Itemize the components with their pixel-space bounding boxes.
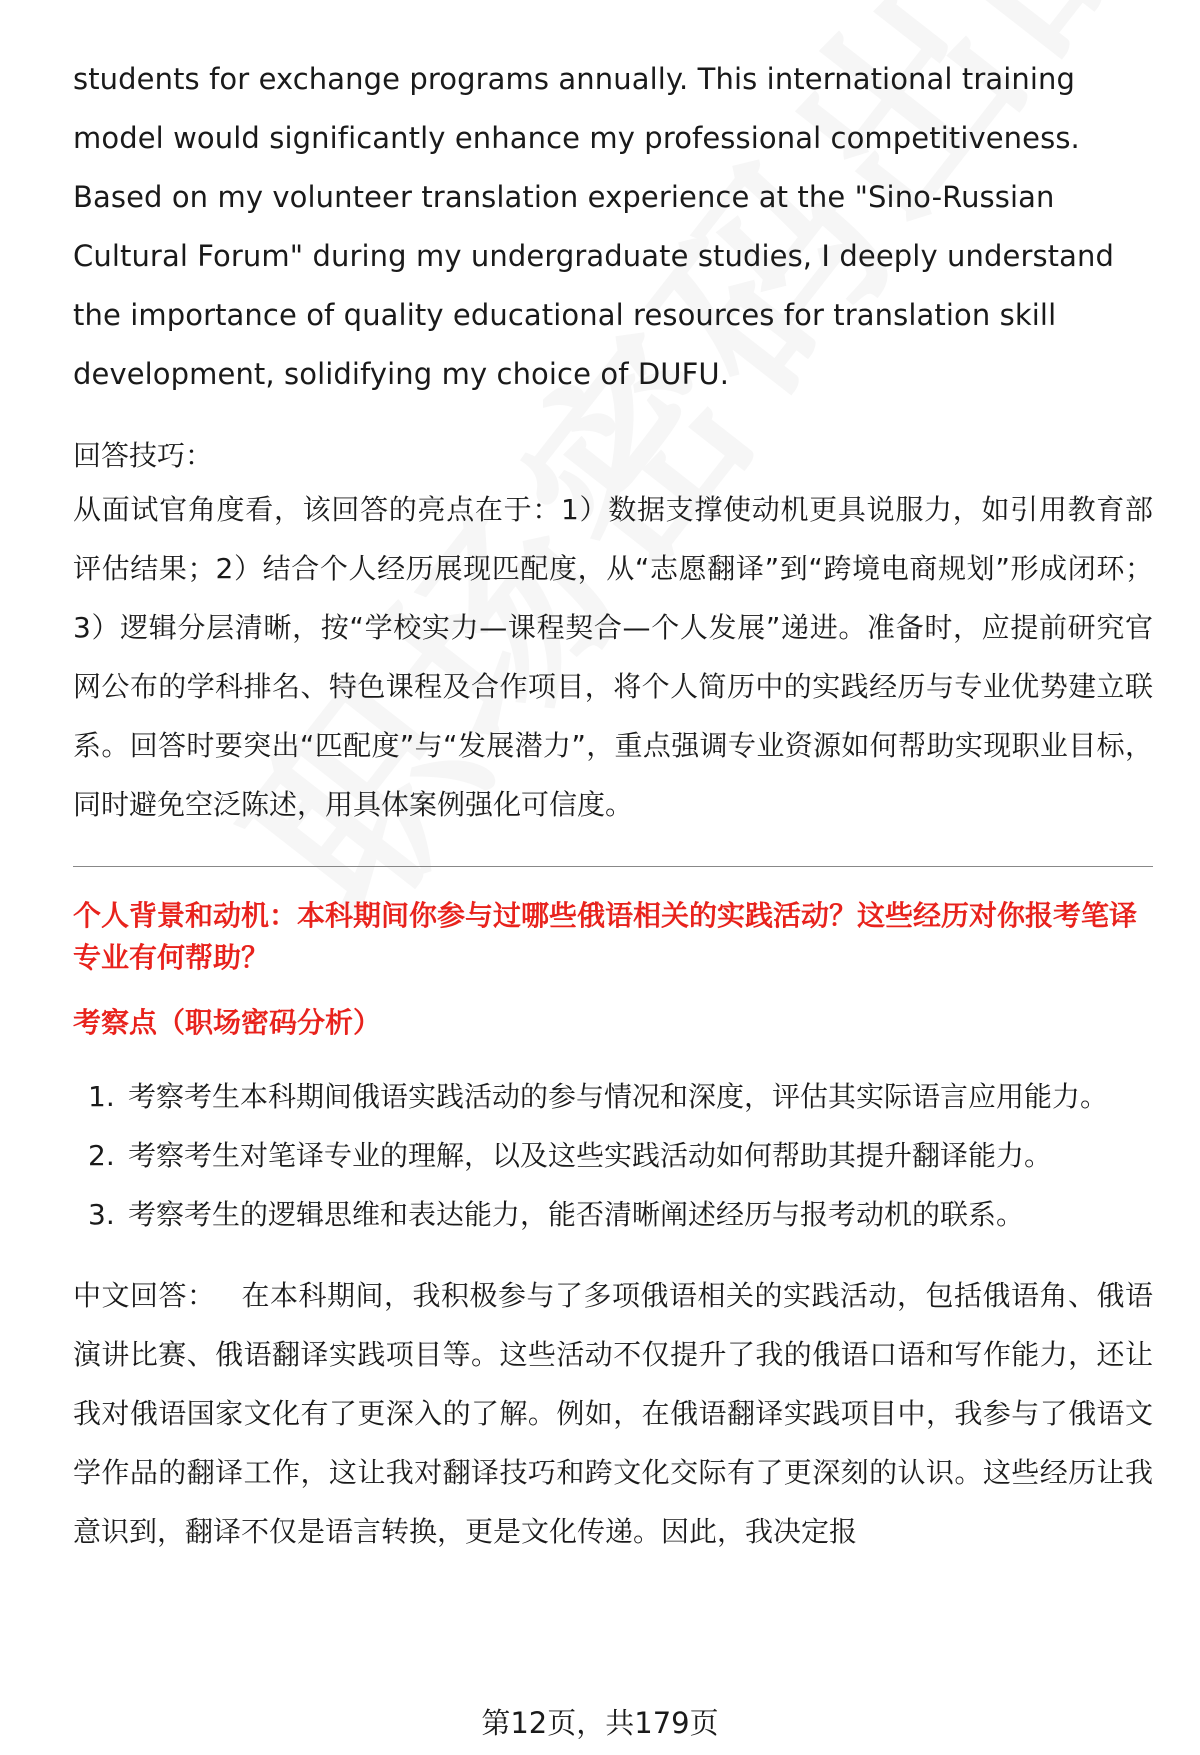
list-item [73, 1067, 1153, 1126]
page-number: 第12页，共179页 [481, 1706, 719, 1740]
list-item-number: 1. [88, 1080, 115, 1113]
chinese-answer [73, 1266, 1153, 1561]
list-item [73, 1126, 1153, 1185]
section-divider [73, 866, 1153, 867]
question-title: 个人背景和动机：本科期间你参与过哪些俄语相关的实践活动？这些经历对你报考笔译专业有何帮助？ [73, 899, 1138, 974]
intro-paragraph: students for exchange programs annually. This international training model would significantly enhance my professional competitiveness. Based on my volunteer translation experience at the "Sino-Russian Cultural Forum" during my undergraduate studies, I deeply understand the importance of quality educational resources for translation skill development, solidifying my choice of DUFU. [73, 62, 1115, 391]
list-item-text: 考察考生对笔译专业的理解，以及这些实践活动如何帮助其提升翻译能力。 [128, 1139, 1053, 1172]
page-content [73, 50, 1153, 1561]
answer-text: 在本科期间，我积极参与了多项俄语相关的实践活动，包括俄语角、俄语演讲比赛、俄语翻译实践项目等。这些活动不仅提升了我的俄语口语和写作能力，还让我对俄语国家文化有了更深入的了解。例如，在俄语翻译实践项目中，我参与了俄语文学作品的翻译工作，这让我对翻译技巧和跨文化交际有了更深刻的认识。这些经历让我意识到，翻译不仅是语言转换，更是文化传递。因此，我决定报 [73, 1279, 1153, 1548]
tips-label: 回答技巧： [73, 439, 214, 472]
answer-label: 中文回答： [73, 1279, 216, 1312]
list-item-text: 考察考生本科期间俄语实践活动的参与情况和深度，评估其实际语言应用能力。 [128, 1080, 1109, 1113]
analysis-heading: 考察点（职场密码分析） [73, 1006, 382, 1039]
list-item-text: 考察考生的逻辑思维和表达能力，能否清晰阐述经历与报考动机的联系。 [128, 1198, 1025, 1231]
list-item-number: 3. [88, 1198, 115, 1231]
list-item-number: 2. [88, 1139, 115, 1172]
analysis-points-list [73, 1067, 1153, 1244]
tips-body: 从面试官角度看，该回答的亮点在于：1）数据支撑使动机更具说服力，如引用教育部评估结果；2）结合个人经历展现匹配度，从“志愿翻译”到“跨境电商规划”形成闭环；3）逻辑分层清晰，按“学校实力—课程契合—个人发展”递进。准备时，应提前研究官网公布的学科排名、特色课程及合作项目，将个人简历中的实践经历与专业优势建立联系。回答时要突出“匹配度”与“发展潜力”，重点强调专业资源如何帮助实现职业目标，同时避免空泛陈述，用具体案例强化可信度。 [73, 493, 1153, 821]
list-item [73, 1185, 1153, 1244]
